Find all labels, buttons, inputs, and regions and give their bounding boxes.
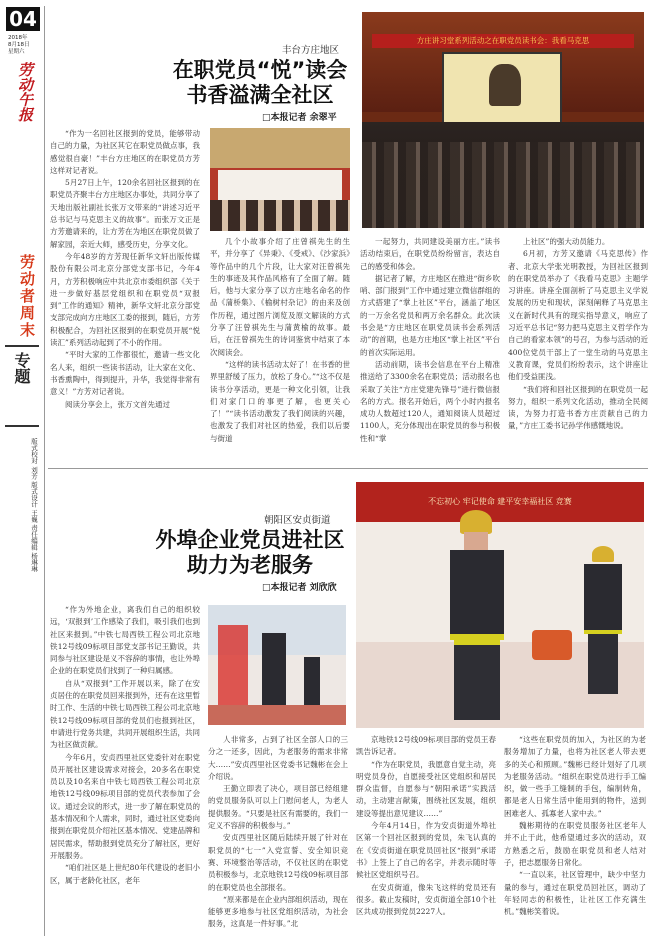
article2-column-2: 人非常多，占到了社区全部人口的三分之一还多，因此，为老服务的需求非常大……”安贞西里社区党委书记魏彬在会上介绍说。 王勤立即表了决心，项目部已经组建的党员服务队可以上门慰问老人，为老人提供服务。“只要是社区有需要的，我们一定义不容辞的积极参与。” 安贞西里社区随后陆续开展了针对在职党员的“七一”入党宣誓、安全知识竞赛、环境整治等活动，不仅社区的在职党员积极参与，北京地铁12号线09标项目部的在职党员也全部报名。 “原来都是在企业内部组织活动，现在能够更多地参与社区党组织活动，为社会服务，这真是一件好事。”北 xyxy=(208,735,348,929)
article1-small-photo xyxy=(210,128,350,231)
article2-column-1: “作为外地企业，离我们自己的组织较远，‘双报到’工作感染了我们，吸引我们也到社区来报到。”中铁七局西铁工程公司北京地铁12号线09标项目部党支部书记王勤说，共同参与社区建设是义不容辞的事情，也让外埠企业的在职党员们找到了一种归属感。 自从“双报到”工作开展以来，除了在安贞居住的在职党员回来报到外，还有在这里暂时工作、生活的中铁七局西铁工程公司北京地铁12号线09标项目部的党员们也报到社区，申请进行党务共建，共同开展组织生活，共同为社区做贡献。 今年6月，安贞西里社区党委针对在职党员开展社区建设需求对接会，20多名在职党员以及10名来自中铁七局西铁工程公司北京地铁12号线09标项目部的党员代表参加了会议。通过会议的形式，进一步了解在职党员的基本情况和个人需求，同时，通过社区党委向报到在职党员介绍社区基本情况、党建品牌和居民需求，帮助报到党员充分了解社区，更好开展服务。 “咱们社区是上世纪80年代建设的老旧小区，属于老龄化社区，老年 xyxy=(50,605,200,885)
article2-main-photo xyxy=(356,482,644,728)
stage-banner: 方庄讲习堂系列活动之在职党员读书会：我看马克思 xyxy=(372,34,634,48)
credit-design: 版式设计 王巍 xyxy=(30,481,38,523)
article1-headline-line1: 在职党员“悦”读会 xyxy=(172,58,348,82)
article1-column-1: “作为一名回社区报到的党员，能够带动自己的力量，为社区其它在职党员做点事，我感觉很自豪！”丰台方庄地区的在职党员方芳这样对记者说。 5月27日上午，120余名回社区报到的在职党员齐聚丰台方庄地区办事处，共同分享了天地出版社副社长张万文带来的“讲述习近平总书记与马克思主义的故事”。而张万文正是方芳邀请来的，让方芳在为地区在职党员做了解家园，亲近大师，感受历史，分享文化。 今年48岁的方芳现任新华文轩出版传媒股份有限公司北京分部党支部书记，今年4月，方芳积极响应中共北京市委组织部《关于进一步做好基层党组织和在职党员“双报到”工作的通知》精神，新华文轩北京分部党支部完成向方庄地区工委的报到，随后，方芳积极配合，为回社区报到的在职党员开展“悦读汇”系列活动起到了不小的作用。 “平时大家的工作都很忙，邀请一些文化名人来，组织一些读书活动，让大家在文化、书香熏陶中，得到提升，升华，我觉得非常有意义！”方芳对记者说。 阅读分享会上，张万文首先通过 xyxy=(50,129,200,409)
section-topic: 专题 xyxy=(12,352,31,384)
date-weekday: 星期六 xyxy=(8,49,25,55)
audience xyxy=(362,122,644,228)
article2-headline-line1: 外埠企业党员进社区 xyxy=(155,528,345,552)
article1-column-2: 几个小故事介绍了庄曾祺先生的生平，并分享了《异秉》、《受戒》、《沙家浜》等作品中的几个片段，让大家对汪曾祺先生的事迹及其作品风格有了全面了解。随后，他与大家分享了以方庄地名命名的作品《蒲桥集》、《榆树村杂记》的由来及创作历程，通过图片浏览及原文解读的方式分享了汪曾祺先生与蒲黄榆的故事。最后，在汪曾祺先生的诗词鉴赏中结束了本次阅读会。 “这样的读书活动太好了！在书香的世界里舒缓了压力，放松了身心。”“这不仅是读书分享活动，更是一种文化引领，让我们对家门口的事更了解，也更关心了！”“读书活动激发了我们阅读的兴趣，也激发了我们对社区的热爱，我们以后要与街道 xyxy=(210,237,350,443)
article2-column-3: 京地铁12号线09标项目部的党员王春凯告诉记者。 “作为在职党员，我愿意自觉主动，亮明党员身份，自愿接受社区党组织和居民群众监督，自愿参与“朝阳承诺”实践活动，主动建言献策，围绕社区发展，组织建设等提出意见建议……” 今年4月14日，作为安贞街道外埠社区第一个回社区报到的党员，朱飞认真的在《安贞街道在职党员回社区“报到”承诺书》上签上了自己的名字，并表示随时等候社区党组织号召。 在安贞街道，像朱飞这样的党员还有很多。截止发稿时，安贞街道全部10个社区共成功报到党员2227人。 xyxy=(356,735,496,917)
credit-proof: 版式校对 刘芳 xyxy=(30,438,38,480)
portrait xyxy=(489,64,521,106)
section-weekly: 劳动者周末 xyxy=(18,254,36,339)
issue-date xyxy=(8,35,30,56)
credit-editor: 责任编辑 杨琳琳 xyxy=(30,524,38,572)
article1-headline xyxy=(160,58,360,108)
firefighter-background xyxy=(584,546,622,696)
credits xyxy=(12,438,38,572)
article1-district: 丰台方庄地区 xyxy=(282,45,340,56)
date-day: 8月18日 xyxy=(8,42,30,48)
article2-headline xyxy=(150,528,350,578)
article2-district: 朝阳区安贞街道 xyxy=(264,515,331,526)
article1-reporter: □本报记者 余翠平 xyxy=(262,113,337,123)
event-banner: 不忘初心 牢记使命 建平安幸福社区 竞赛 xyxy=(356,482,644,522)
sidebar-divider xyxy=(44,6,45,936)
article2-reporter: □本报记者 刘欣欣 xyxy=(262,583,337,593)
article-divider xyxy=(48,468,648,469)
article1-column-4: 上社区”的强大动员能力。 6月初，方芳又邀请《马克思传》作者、北京大学张光明教授，为回社区报到的在职党员举办了《我看马克思》主题学习讲座。讲座全面剖析了马克思主义学说发展的历史和现状，深刻阐释了马克思主义在新时代具有的现实指导意义，响应了习近平总书记“努力把马克思主义哲学作为自己的看家本领”的号召，为参与活动的近400位党员干部上了一堂生动的马克思主义教育课，党员们纷纷表示，这个讲座让他们受益匪浅。 “我们将和回社区报到的在职党员一起努力，组织一系列文化活动，推动全民阅读，为努力打造书香方庄贡献自己的力量，”方庄工委书记孙学伟感慨地说。 xyxy=(508,237,648,431)
page-number: 04 xyxy=(6,7,40,31)
article1-column-3: 一起努力，共同建设美丽方庄。”读书活动结束后，在职党员纷纷留言，表达自己的感受和体会。 据记者了解，方庄地区在推进“街乡吹哨、部门报到”工作中通过建立微信群组的方式搭建了“掌上社区”平台，涵盖了地区的一万余名党员和两万余名群众。此次读书会是“方庄地区在职党员读书会系列活动”的首期，也是方庄地区“掌上社区”平台的首次实际运用。 活动前期，读书会信息在平台上精准推送给了3300余名在职党员；活动报名也采取了关注“方庄党建先锋号”进行微信报名的方式。报名开始后，两个小时内报名成功人数超过120人，通知阅读人员超过1100人，充分体现出在职党员的参与积极性和“掌 xyxy=(360,237,500,443)
projection-screen xyxy=(442,52,562,124)
date-year: 2018年 xyxy=(8,35,28,41)
article1-headline-line2: 书香溢满全社区 xyxy=(186,83,334,107)
newspaper-logo: 劳动午报 xyxy=(16,62,34,122)
article2-small-photo xyxy=(208,605,346,725)
article2-column-4: “这些在职党员的加入，为社区的为老服务增加了力量，也将为社区老人带去更多的关心和照顾。”魏彬已经计划好了几项为老服务活动。“组织在职党员进行手工编织，做一些手工缝制的手包，编制转角，都是老人日常生活中能用到的物件，送到困难老人、孤寡老人家中去。” 魏彬期待的在职党员服务社区老年人并不止于此，他希望通过多次的活动，双方熟悉之后，鼓励在职党员和老人结对子，把志愿服务日常化。 “一直以来，社区管理中，缺少中坚力量的参与，通过在职党员回社区，调动了年轻同志的积极性，让社区工作充满生机。”魏彬笑着说。 xyxy=(504,735,646,917)
article1-main-photo xyxy=(362,12,644,228)
firefighter-main xyxy=(450,510,504,720)
article2-headline-line2: 助力为老服务 xyxy=(187,553,313,577)
